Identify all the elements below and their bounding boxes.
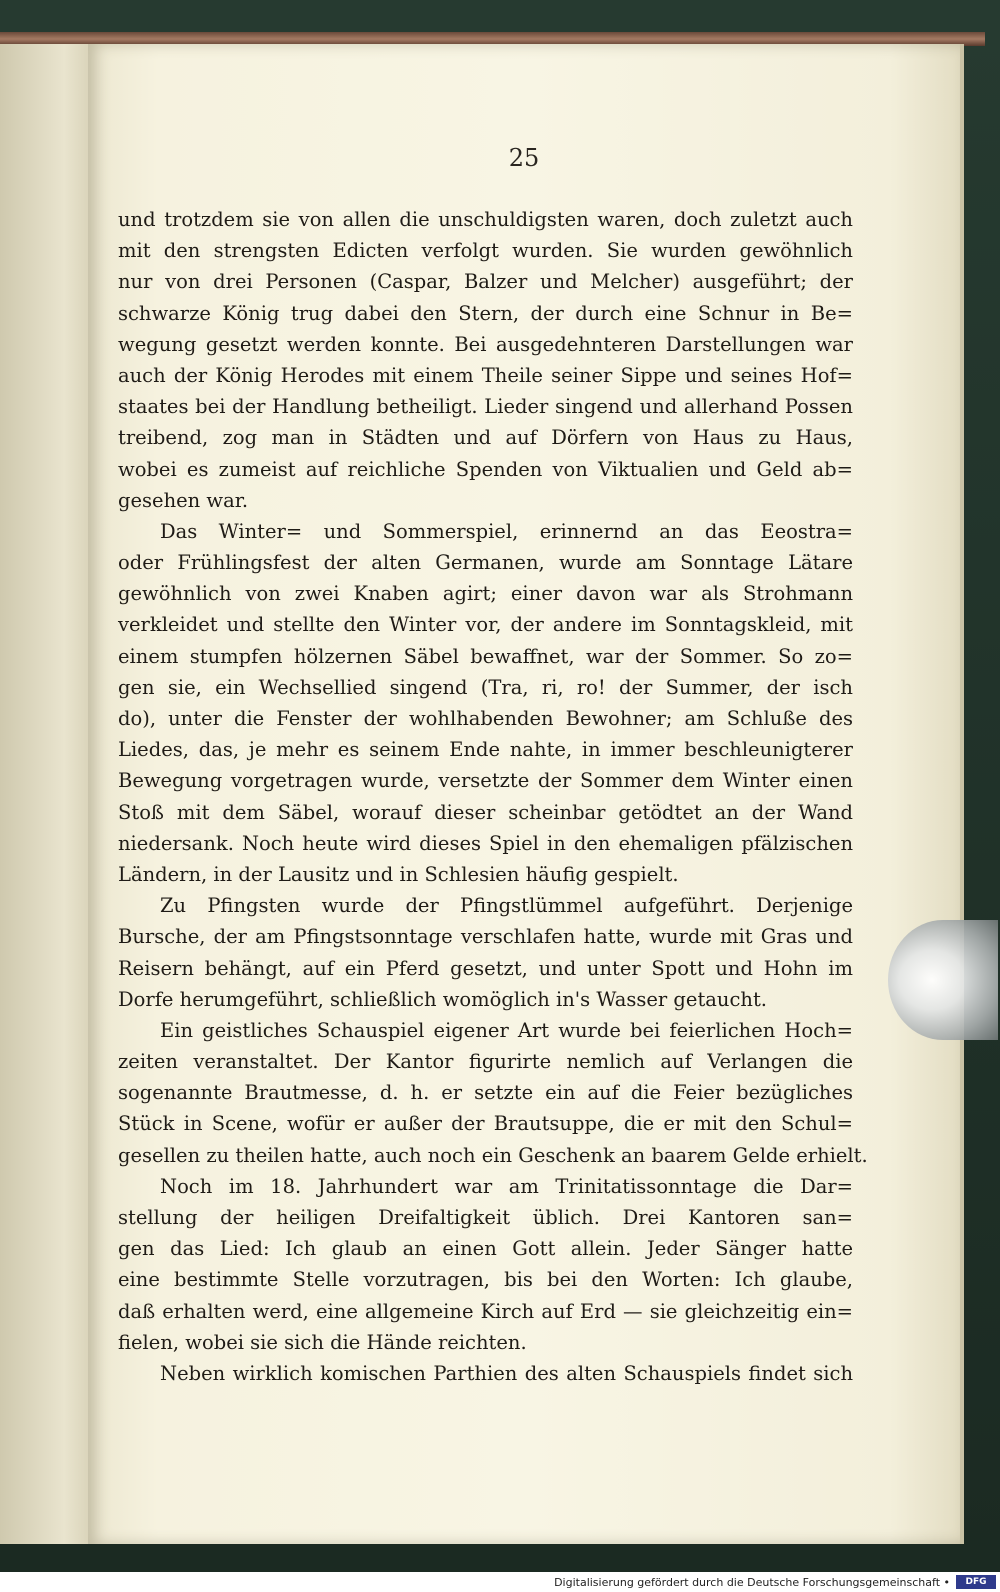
text-line: fielen, wobei sie sich die Hände reichten. bbox=[118, 1330, 527, 1354]
text-line: Zu Pfingsten wurde der Pfingstlümmel aufgeführt. Derjenige bbox=[160, 894, 853, 918]
digitization-footer bbox=[0, 1572, 1000, 1592]
text-line: nur von drei Personen (Caspar, Balzer und Melcher) ausgeführt; der bbox=[118, 270, 853, 294]
book-page bbox=[88, 44, 960, 1544]
text-line: mit den strengsten Edicten verfolgt wurden. Sie wurden gewöhnlich bbox=[118, 239, 853, 263]
text-line: Bursche, der am Pfingstsonntage verschlafen hatte, wurde mit Gras und bbox=[118, 925, 853, 949]
text-line: sogenannte Brautmesse, d. h. er setzte ein auf die Feier bezügliches bbox=[118, 1081, 853, 1105]
text-line: auch der König Herodes mit einem Theile seiner Sippe und seines Hof= bbox=[118, 363, 853, 387]
text-line: Stück in Scene, wofür er außer der Brautsuppe, die er mit den Schul= bbox=[118, 1112, 853, 1136]
text-line: do), unter die Fenster der wohlhabenden Bewohner; am Schluße des bbox=[118, 707, 853, 730]
page-number: 25 bbox=[508, 144, 540, 172]
dfg-logo: DFG bbox=[956, 1575, 996, 1589]
text-line: wobei es zumeist auf reichliche Spenden von Viktualien und Geld ab= bbox=[118, 457, 853, 481]
text-line: gen sie, ein Wechsellied singend (Tra, ri, ro! der Summer, der isch bbox=[118, 675, 853, 699]
text-line: eine bestimmte Stelle vorzutragen, bis bei den Worten: Ich glaube, bbox=[118, 1268, 853, 1292]
text-line: Ein geistliches Schauspiel eigener Art wurde bei feierlichen Hoch= bbox=[160, 1018, 853, 1042]
text-line: staates bei der Handlung betheiligt. Lieder singend und allerhand Possen bbox=[118, 395, 853, 419]
text-line: Ländern, in der Lausitz und in Schlesien häufig gespielt. bbox=[118, 862, 679, 886]
text-line: niedersank. Noch heute wird dieses Spiel in den ehemaligen pfälzischen bbox=[118, 831, 853, 855]
text-line: Liedes, das, je mehr es seinem Ende nahte, in immer beschleunigterer bbox=[118, 738, 853, 762]
text-line: gesellen zu theilen hatte, auch noch ein Geschenk an baarem Gelde erhielt. bbox=[118, 1143, 868, 1167]
text-line: schwarze König trug dabei den Stern, der durch eine Schnur in Be= bbox=[118, 301, 853, 325]
text-line: verkleidet und stellte den Winter vor, der andere im Sonntagskleid, mit bbox=[118, 613, 853, 637]
text-line: gewöhnlich von zwei Knaben agirt; einer davon war als Strohmann bbox=[118, 582, 853, 606]
text-line: Reisern behängt, auf ein Pferd gesetzt, und unter Spott und Hohn im bbox=[118, 956, 853, 980]
text-line: treibend, zog man in Städten und auf Dörfern von Haus zu Haus, bbox=[118, 426, 853, 450]
text-line: daß erhalten werd, eine allgemeine Kirch auf Erd — sie gleichzeitig ein= bbox=[118, 1299, 853, 1323]
text-line: zeiten veranstaltet. Der Kantor figurirte nemlich auf Verlangen die bbox=[118, 1050, 853, 1074]
text-line: stellung der heiligen Dreifaltigkeit üblich. Drei Kantoren san= bbox=[118, 1206, 853, 1229]
text-line: gesehen war. bbox=[118, 488, 249, 512]
page-body-text bbox=[118, 204, 868, 1389]
funding-notice: Digitalisierung gefördert durch die Deutsche Forschungsgemeinschaft • bbox=[554, 1576, 950, 1589]
text-line: Dorfe herumgeführt, schließlich womöglich in's Wasser getaucht. bbox=[118, 987, 767, 1011]
text-line: Neben wirklich komischen Parthien des alten Schauspiels findet sich bbox=[160, 1361, 853, 1385]
facing-page-edge bbox=[0, 44, 92, 1544]
text-line: und trotzdem sie von allen die unschuldigsten waren, doch zuletzt auch bbox=[118, 208, 853, 231]
text-line: Bewegung vorgetragen wurde, versetzte der Sommer dem Winter einen bbox=[118, 769, 853, 793]
text-line: einem stumpfen hölzernen Säbel bewaffnet, war der Sommer. So zo= bbox=[118, 644, 853, 668]
text-line: Noch im 18. Jahrhundert war am Trinitatissonntage die Dar= bbox=[160, 1174, 853, 1198]
text-line: Das Winter= und Sommerspiel, erinnernd an das Eeostra= bbox=[160, 519, 853, 543]
text-line: gen das Lied: Ich glaub an einen Gott allein. Jeder Sänger hatte bbox=[118, 1237, 853, 1261]
text-line: wegung gesetzt werden konnte. Bei ausgedehnteren Darstellungen war bbox=[118, 332, 853, 356]
text-line: oder Frühlingsfest der alten Germanen, wurde am Sonntage Lätare bbox=[118, 551, 853, 575]
text-line: Stoß mit dem Säbel, worauf dieser scheinbar getödtet an der Wand bbox=[118, 800, 853, 824]
scanner-thumb-overlay bbox=[888, 920, 998, 1040]
